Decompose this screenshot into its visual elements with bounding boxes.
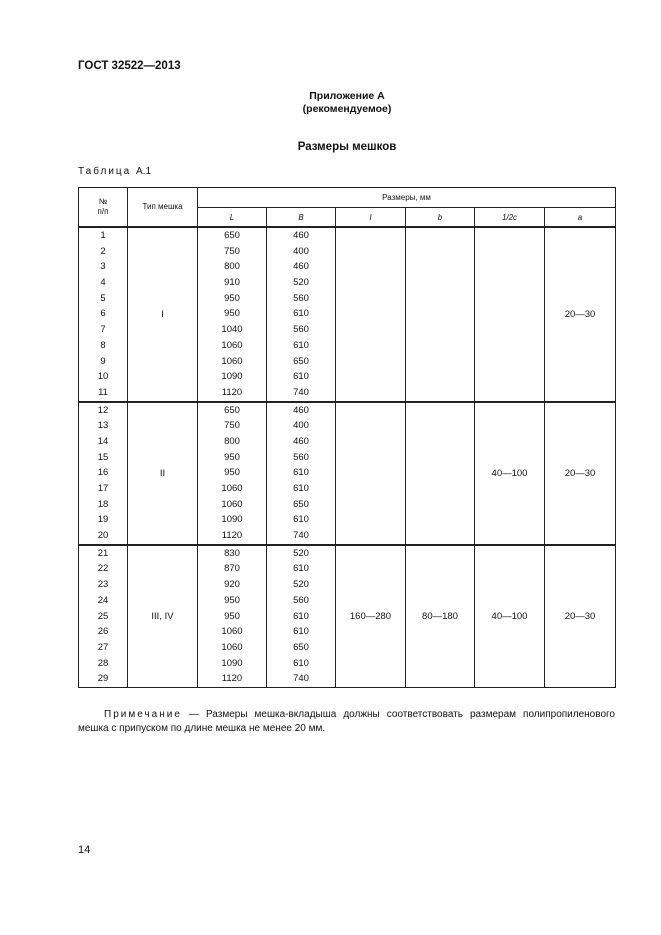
table-caption-prefix: Таблица xyxy=(78,166,132,177)
cell-half-c xyxy=(475,227,545,402)
cell-no-value: 6 xyxy=(100,308,106,320)
cell-no-value: 19 xyxy=(97,514,109,526)
appendix-heading xyxy=(0,90,661,116)
table-header xyxy=(79,188,616,228)
cell-L-value: 950 xyxy=(224,467,240,479)
cell-type: I xyxy=(128,227,198,402)
cell-L-value: 1060 xyxy=(221,483,243,494)
cell-L-value: 910 xyxy=(224,277,240,289)
cell-no-value: 28 xyxy=(97,657,109,669)
cell-no-value: 26 xyxy=(97,626,109,638)
page-title: Размеры мешков xyxy=(297,141,397,153)
cell-B-value: 560 xyxy=(293,594,309,606)
document-code: ГОСТ 32522—2013 xyxy=(78,60,181,72)
cell-B-value: 520 xyxy=(293,547,309,559)
sizes-table xyxy=(78,187,616,688)
cell-L-value: 1120 xyxy=(221,386,243,398)
cell-L-value: 870 xyxy=(224,563,240,575)
cell-B-value: 460 xyxy=(293,404,309,416)
cell-a: 20—30 xyxy=(545,227,616,402)
table-row-group xyxy=(79,545,616,688)
cell-type: II xyxy=(128,402,198,545)
cell-type: III, IV xyxy=(128,545,198,688)
cell-no-value: 12 xyxy=(97,404,109,416)
note-label: Примечание xyxy=(104,709,182,720)
cell-L-value: 950 xyxy=(224,610,240,622)
cell-L-value: 1060 xyxy=(221,339,243,351)
cell-B-value: 560 xyxy=(293,292,309,304)
cell-B-value: 520 xyxy=(293,579,309,591)
cell-L-value: 950 xyxy=(224,292,240,304)
header-a: a xyxy=(545,208,616,228)
cell-L-value: 1060 xyxy=(221,641,243,653)
cell-B-value: 740 xyxy=(293,673,309,685)
cell-b xyxy=(406,402,475,545)
cell-no-value: 7 xyxy=(100,324,106,336)
cell-L-value: 830 xyxy=(224,547,240,559)
cell-no-value: 2 xyxy=(100,245,106,257)
cell-B xyxy=(267,402,336,545)
cell-L-value: 800 xyxy=(224,261,240,273)
cell-B-value: 460 xyxy=(293,435,309,447)
cell-no-value: 9 xyxy=(100,355,106,367)
cell-L xyxy=(198,227,267,402)
cell-B-value: 650 xyxy=(293,641,309,653)
cell-no-value: 1 xyxy=(100,230,106,241)
cell-L-value: 950 xyxy=(224,451,240,463)
cell-B-value: 650 xyxy=(293,355,309,367)
cell-L-value: 1090 xyxy=(221,371,243,383)
cell-B-value: 520 xyxy=(293,277,309,289)
cell-no-value: 23 xyxy=(97,579,109,591)
cell-no-value: 13 xyxy=(97,420,109,432)
cell-L-value: 1060 xyxy=(221,355,243,367)
cell-B-value: 610 xyxy=(293,339,309,351)
cell-no-value: 29 xyxy=(97,673,109,685)
cell-L-value: 1090 xyxy=(221,657,243,669)
cell-no-value: 4 xyxy=(100,277,106,289)
cell-b: 80—180 xyxy=(406,545,475,688)
cell-B-value: 610 xyxy=(293,610,309,622)
cell-B-value: 610 xyxy=(293,467,309,479)
cell-L-value: 650 xyxy=(224,404,240,416)
cell-L-value: 920 xyxy=(224,579,240,591)
header-no xyxy=(79,188,128,228)
cell-L xyxy=(198,545,267,688)
cell-L-value: 950 xyxy=(224,594,240,606)
header-half-c: 1/2c xyxy=(475,208,545,228)
page-number: 14 xyxy=(78,844,91,856)
cell-no-value: 3 xyxy=(100,261,106,273)
cell-no-value: 24 xyxy=(97,594,109,606)
header-no-label: п/п xyxy=(97,207,109,216)
cell-B xyxy=(267,545,336,688)
cell-no-value: 21 xyxy=(97,547,109,559)
cell-L-value: 750 xyxy=(224,245,240,257)
cell-B xyxy=(267,227,336,402)
cell-B-value: 400 xyxy=(293,245,309,257)
cell-a: 20—30 xyxy=(545,402,616,545)
appendix-status: (рекомендуемое) xyxy=(302,103,392,115)
table-caption xyxy=(78,166,151,177)
cell-B-value: 610 xyxy=(293,371,309,383)
cell-B-value: 610 xyxy=(293,626,309,638)
cell-half-c: 40—100 xyxy=(475,402,545,545)
cell-B-value: 460 xyxy=(293,261,309,273)
cell-no-value: 15 xyxy=(97,451,109,463)
cell-B-value: 610 xyxy=(293,308,309,320)
cell-B-value: 610 xyxy=(293,514,309,526)
cell-a: 20—30 xyxy=(545,545,616,688)
table-note xyxy=(78,708,615,736)
cell-B-value: 460 xyxy=(293,230,309,241)
cell-B-value: 610 xyxy=(293,483,309,494)
cell-B-value: 560 xyxy=(293,324,309,336)
header-no-symbol: № xyxy=(98,197,108,206)
appendix-title: Приложение А xyxy=(309,90,385,102)
cell-B-value: 740 xyxy=(293,530,309,542)
note-text: — Размеры мешка-вкладыша должны соответствовать размерам полипропиленового мешка с припуском по длине мешка не менее 20 мм. xyxy=(78,709,615,734)
cell-B-value: 560 xyxy=(293,451,309,463)
cell-no xyxy=(79,402,128,545)
cell-L-value: 650 xyxy=(224,230,240,241)
header-l: l xyxy=(336,208,406,228)
cell-L-value: 1040 xyxy=(221,324,243,336)
header-L: L xyxy=(198,208,267,228)
cell-b xyxy=(406,227,475,402)
cell-no-value: 17 xyxy=(97,483,109,494)
cell-L xyxy=(198,402,267,545)
header-dimensions: Размеры, мм xyxy=(198,188,616,208)
cell-no xyxy=(79,227,128,402)
cell-l: 160—280 xyxy=(336,545,406,688)
cell-no-value: 18 xyxy=(97,498,109,510)
cell-B-value: 610 xyxy=(293,563,309,575)
cell-L-value: 750 xyxy=(224,420,240,432)
cell-no-value: 11 xyxy=(98,386,108,398)
cell-no-value: 8 xyxy=(100,339,106,351)
cell-half-c: 40—100 xyxy=(475,545,545,688)
cell-B-value: 650 xyxy=(293,498,309,510)
header-b: b xyxy=(406,208,475,228)
cell-no-value: 22 xyxy=(97,563,109,575)
cell-no-value: 25 xyxy=(97,610,109,622)
cell-no-value: 10 xyxy=(97,371,109,383)
cell-no-value: 5 xyxy=(100,292,106,304)
cell-B-value: 400 xyxy=(293,420,309,432)
cell-no-value: 20 xyxy=(97,530,109,542)
table-caption-number: А.1 xyxy=(136,166,152,177)
table-row-group xyxy=(79,227,616,402)
cell-B-value: 610 xyxy=(293,657,309,669)
table-row-group xyxy=(79,402,616,545)
cell-L-value: 1090 xyxy=(221,514,243,526)
cell-L-value: 800 xyxy=(224,435,240,447)
header-type: Тип мешка xyxy=(128,188,198,228)
cell-L-value: 1060 xyxy=(221,626,243,638)
table-body xyxy=(79,227,616,687)
cell-l xyxy=(336,227,406,402)
cell-no xyxy=(79,545,128,688)
cell-l xyxy=(336,402,406,545)
cell-L-value: 950 xyxy=(224,308,240,320)
cell-L-value: 1060 xyxy=(221,498,243,510)
cell-no-value: 16 xyxy=(97,467,109,479)
cell-L-value: 1120 xyxy=(221,530,243,542)
header-B: B xyxy=(267,208,336,228)
cell-B-value: 740 xyxy=(293,386,309,398)
cell-L-value: 1120 xyxy=(221,673,243,685)
cell-no-value: 27 xyxy=(97,641,109,653)
cell-no-value: 14 xyxy=(97,435,109,447)
